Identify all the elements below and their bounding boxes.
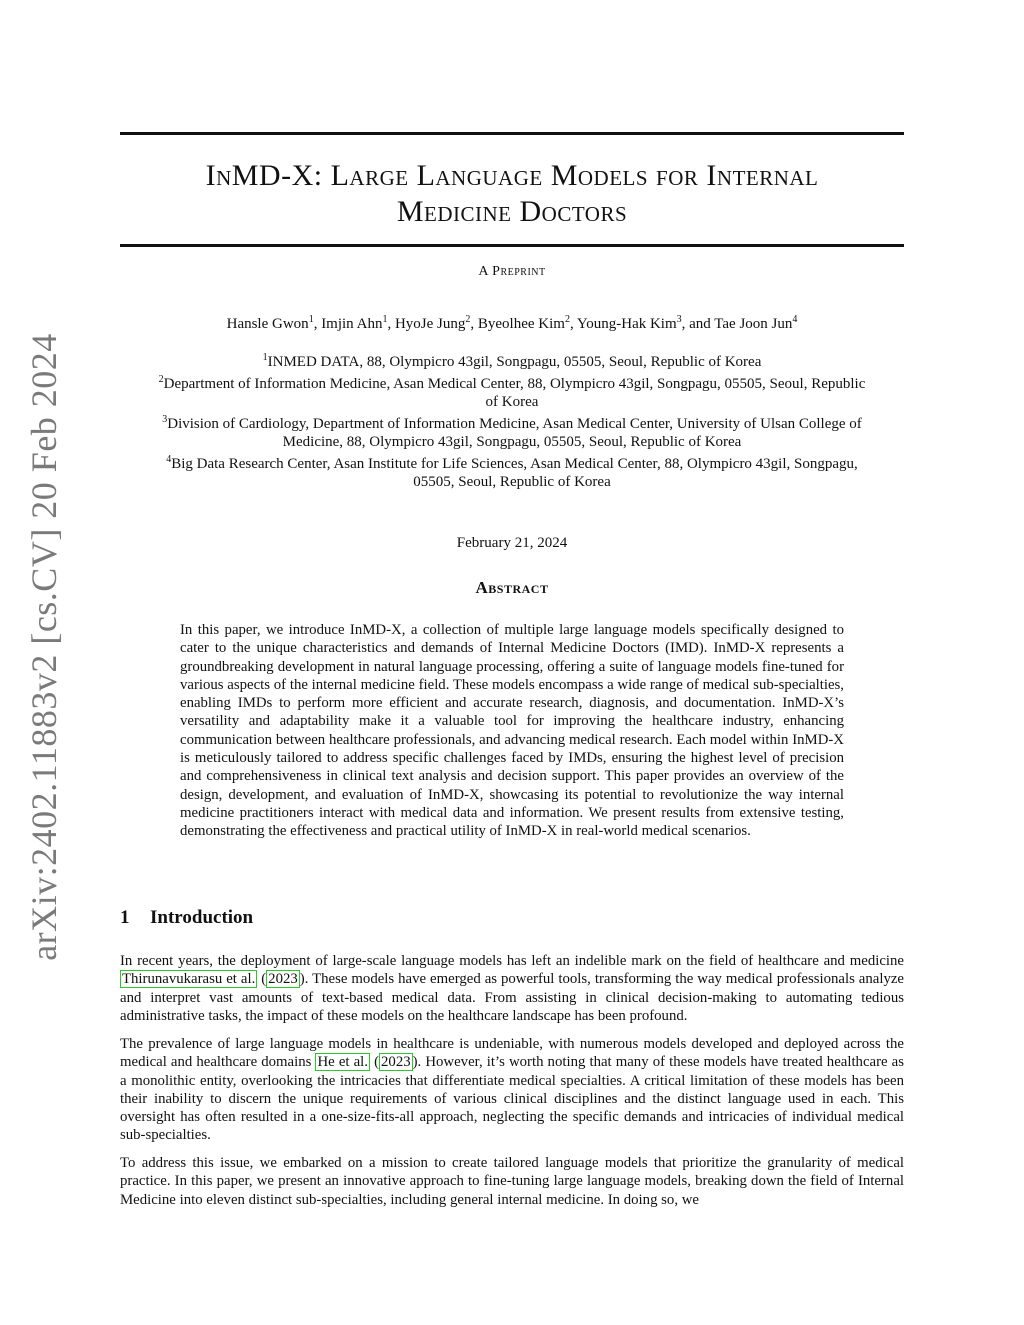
author-name: Young-Hak Kim <box>576 316 677 332</box>
author-name: Byeolhee Kim <box>477 316 565 332</box>
author-affiliation-marker: 1 <box>308 314 314 325</box>
affiliation-text-continued: 05505, Seoul, Republic of Korea <box>413 474 611 490</box>
section-heading-introduction <box>120 907 253 929</box>
paragraph-text: . However, it’s worth noting that many of these models have treated healthcare as a monolithic entity, overlooking the intricacies that differentiate medical specialties. A critical limitation of these models has been their inability to discern the unique requirements of various clinical disciplines and the distinct language used in each. This oversight has often resulted in a one-size-fits-all approach, neglecting the specific demands and intricacies of individual medical sub-specialties. <box>120 1054 904 1144</box>
affiliation-text-continued: of Korea <box>485 394 539 410</box>
paper-title <box>120 158 904 230</box>
paragraph-text: In recent years, the deployment of large-scale language models has left an indelible mark on the field of healthcare and medicine <box>120 953 904 969</box>
author-name: Tae Joon Jun <box>714 316 793 332</box>
author-separator: , <box>470 316 478 332</box>
title-rule-top <box>120 132 904 135</box>
arxiv-identifier-text: arXiv:2402.11883v2 [cs.CV] 20 Feb 2024 <box>24 333 65 961</box>
paragraph-text: . These models have emerged as powerful tools, transforming the way medical professionals analyze and interpret vast amounts of text-based medical data. From assisting in clinical decision-making to automating tedious administrative tasks, the impact of these models on the healthcare landscape has been profound. <box>120 971 904 1024</box>
abstract-heading: Abstract <box>475 578 549 597</box>
affiliation-text-continued: Medicine, 88, Olympicro 43gil, Songpagu, 05505, Seoul, Republic of Korea <box>282 434 742 450</box>
paper-title-line-1: InMD-X: Large Language Models for Internal <box>205 159 819 192</box>
title-rule-bottom <box>120 244 904 247</box>
author-affiliation-marker: 2 <box>564 314 570 325</box>
affiliation-3 <box>120 411 904 451</box>
publication-date: February 21, 2024 <box>456 535 568 551</box>
affiliation-text: INMED DATA, 88, Olympicro 43gil, Songpagu, 05505, Seoul, Republic of Korea <box>267 354 762 370</box>
paragraph-text: The prevalence of large language models in healthcare is undeniable, with numerous models developed and deployed across the medical and healthcare domains <box>120 1036 904 1071</box>
citation-link-author[interactable]: Thirunavukarasu et al. <box>122 971 256 988</box>
author-separator: , and <box>681 316 715 332</box>
intro-paragraph-2: The prevalence of large language models in healthcare is undeniable, with numerous models developed and deployed across the medical and healthcare domains He et al. ( 2023 ). However, it’s worth noting that many of these models have treated healthcare as a monolithic entity, overlooking the intricacies that differentiate medical specialties. A critical limitation of these models has been their inability to discern the unique requirements of various clinical disciplines and the distinct language used in each. This oversight has often resulted in a one-size-fits-all approach, neglecting the specific demands and intricacies of individual medical sub-specialties. <box>120 1036 904 1144</box>
affiliation-marker: 1 <box>262 352 268 363</box>
author-affiliation-marker: 3 <box>676 314 682 325</box>
paper-title-line-2: Medicine Doctors <box>396 195 628 228</box>
author-affiliation-marker: 2 <box>465 314 471 325</box>
affiliation-text: Big Data Research Center, Asan Institute for Life Sciences, Asan Medical Center, 88, Olympicro 43gil, Songpagu, <box>171 456 858 472</box>
preprint-label: A Preprint <box>478 264 546 279</box>
author-affiliation-marker: 4 <box>792 314 798 325</box>
author-name: Imjin Ahn <box>321 316 383 332</box>
affiliation-marker: 3 <box>162 414 168 425</box>
section-title: Introduction <box>150 907 254 928</box>
affiliation-text: Division of Cardiology, Department of Information Medicine, Asan Medical Center, University of Ulsan College of <box>167 416 862 432</box>
author-name: Hansle Gwon <box>226 316 309 332</box>
affiliation-marker: 4 <box>166 454 172 465</box>
intro-paragraph-1: In recent years, the deployment of large-scale language models has left an indelible mark on the field of healthcare and medicine Thirunavukarasu et al. ( 2023 ). These models have emerged as powerful tools, transforming the way medical professionals analyze and interpret vast amounts of text-based medical data. From assisting in clinical decision-making to automating tedious administrative tasks, the impact of these models on the healthcare landscape has been profound. <box>120 953 904 1024</box>
section-number: 1 <box>120 907 130 928</box>
author-list <box>120 314 904 333</box>
author-separator: , <box>387 316 395 332</box>
affiliation-4 <box>120 451 904 491</box>
abstract-text: In this paper, we introduce InMD-X, a collection of multiple large language models specifically designed to cater to the unique characteristics and demands of Internal Medicine Doctors (IMD). InMD-X represents a groundbreaking development in natural language processing, offering a suite of language models fine-tuned for various aspects of the internal medicine field. These models encompass a wide range of medical sub-specialties, enabling IMDs to perform more efficient and accurate research, diagnosis, and documentation. InMD-X’s versatility and adaptability make it a valuable tool for improving the healthcare industry, enhancing communication between healthcare professionals, and advancing medical research. Each model within InMD-X is meticulously tailored to address specific challenges faced by IMDs, ensuring the highest level of precision and comprehensiveness in clinical text analysis and decision support. This paper provides an overview of the design, development, and evaluation of InMD-X, showcasing its potential to revolutionize the way internal medicine practitioners interact with medical data and information. We present results from extensive testing, demonstrating the effectiveness and practical utility of InMD-X in real-world medical scenarios. <box>180 622 844 840</box>
author-affiliation-marker: 1 <box>382 314 388 325</box>
affiliation-2 <box>120 371 904 411</box>
affiliation-1 <box>120 349 904 371</box>
author-separator: , <box>313 316 322 332</box>
citation-link-author[interactable]: He et al. <box>317 1054 368 1071</box>
author-name: HyoJe Jung <box>394 316 466 332</box>
citation-link-year[interactable]: 2023 <box>381 1054 411 1071</box>
citation-link-year[interactable]: 2023 <box>268 971 298 988</box>
arxiv-identifier-stamp <box>18 333 70 961</box>
affiliation-marker: 2 <box>158 374 164 385</box>
author-separator: , <box>569 316 577 332</box>
intro-paragraph-3: To address this issue, we embarked on a mission to create tailored language models that prioritize the granularity of medical practice. In this paper, we present an innovative approach to fine-tuning large language models, breaking down the field of Internal Medicine into eleven distinct sub-specialties, including general internal medicine. In doing so, we <box>120 1155 904 1208</box>
affiliation-list <box>120 349 904 491</box>
affiliation-text: Department of Information Medicine, Asan Medical Center, 88, Olympicro 43gil, Songpagu, 05505, Seoul, Republic <box>163 376 866 392</box>
